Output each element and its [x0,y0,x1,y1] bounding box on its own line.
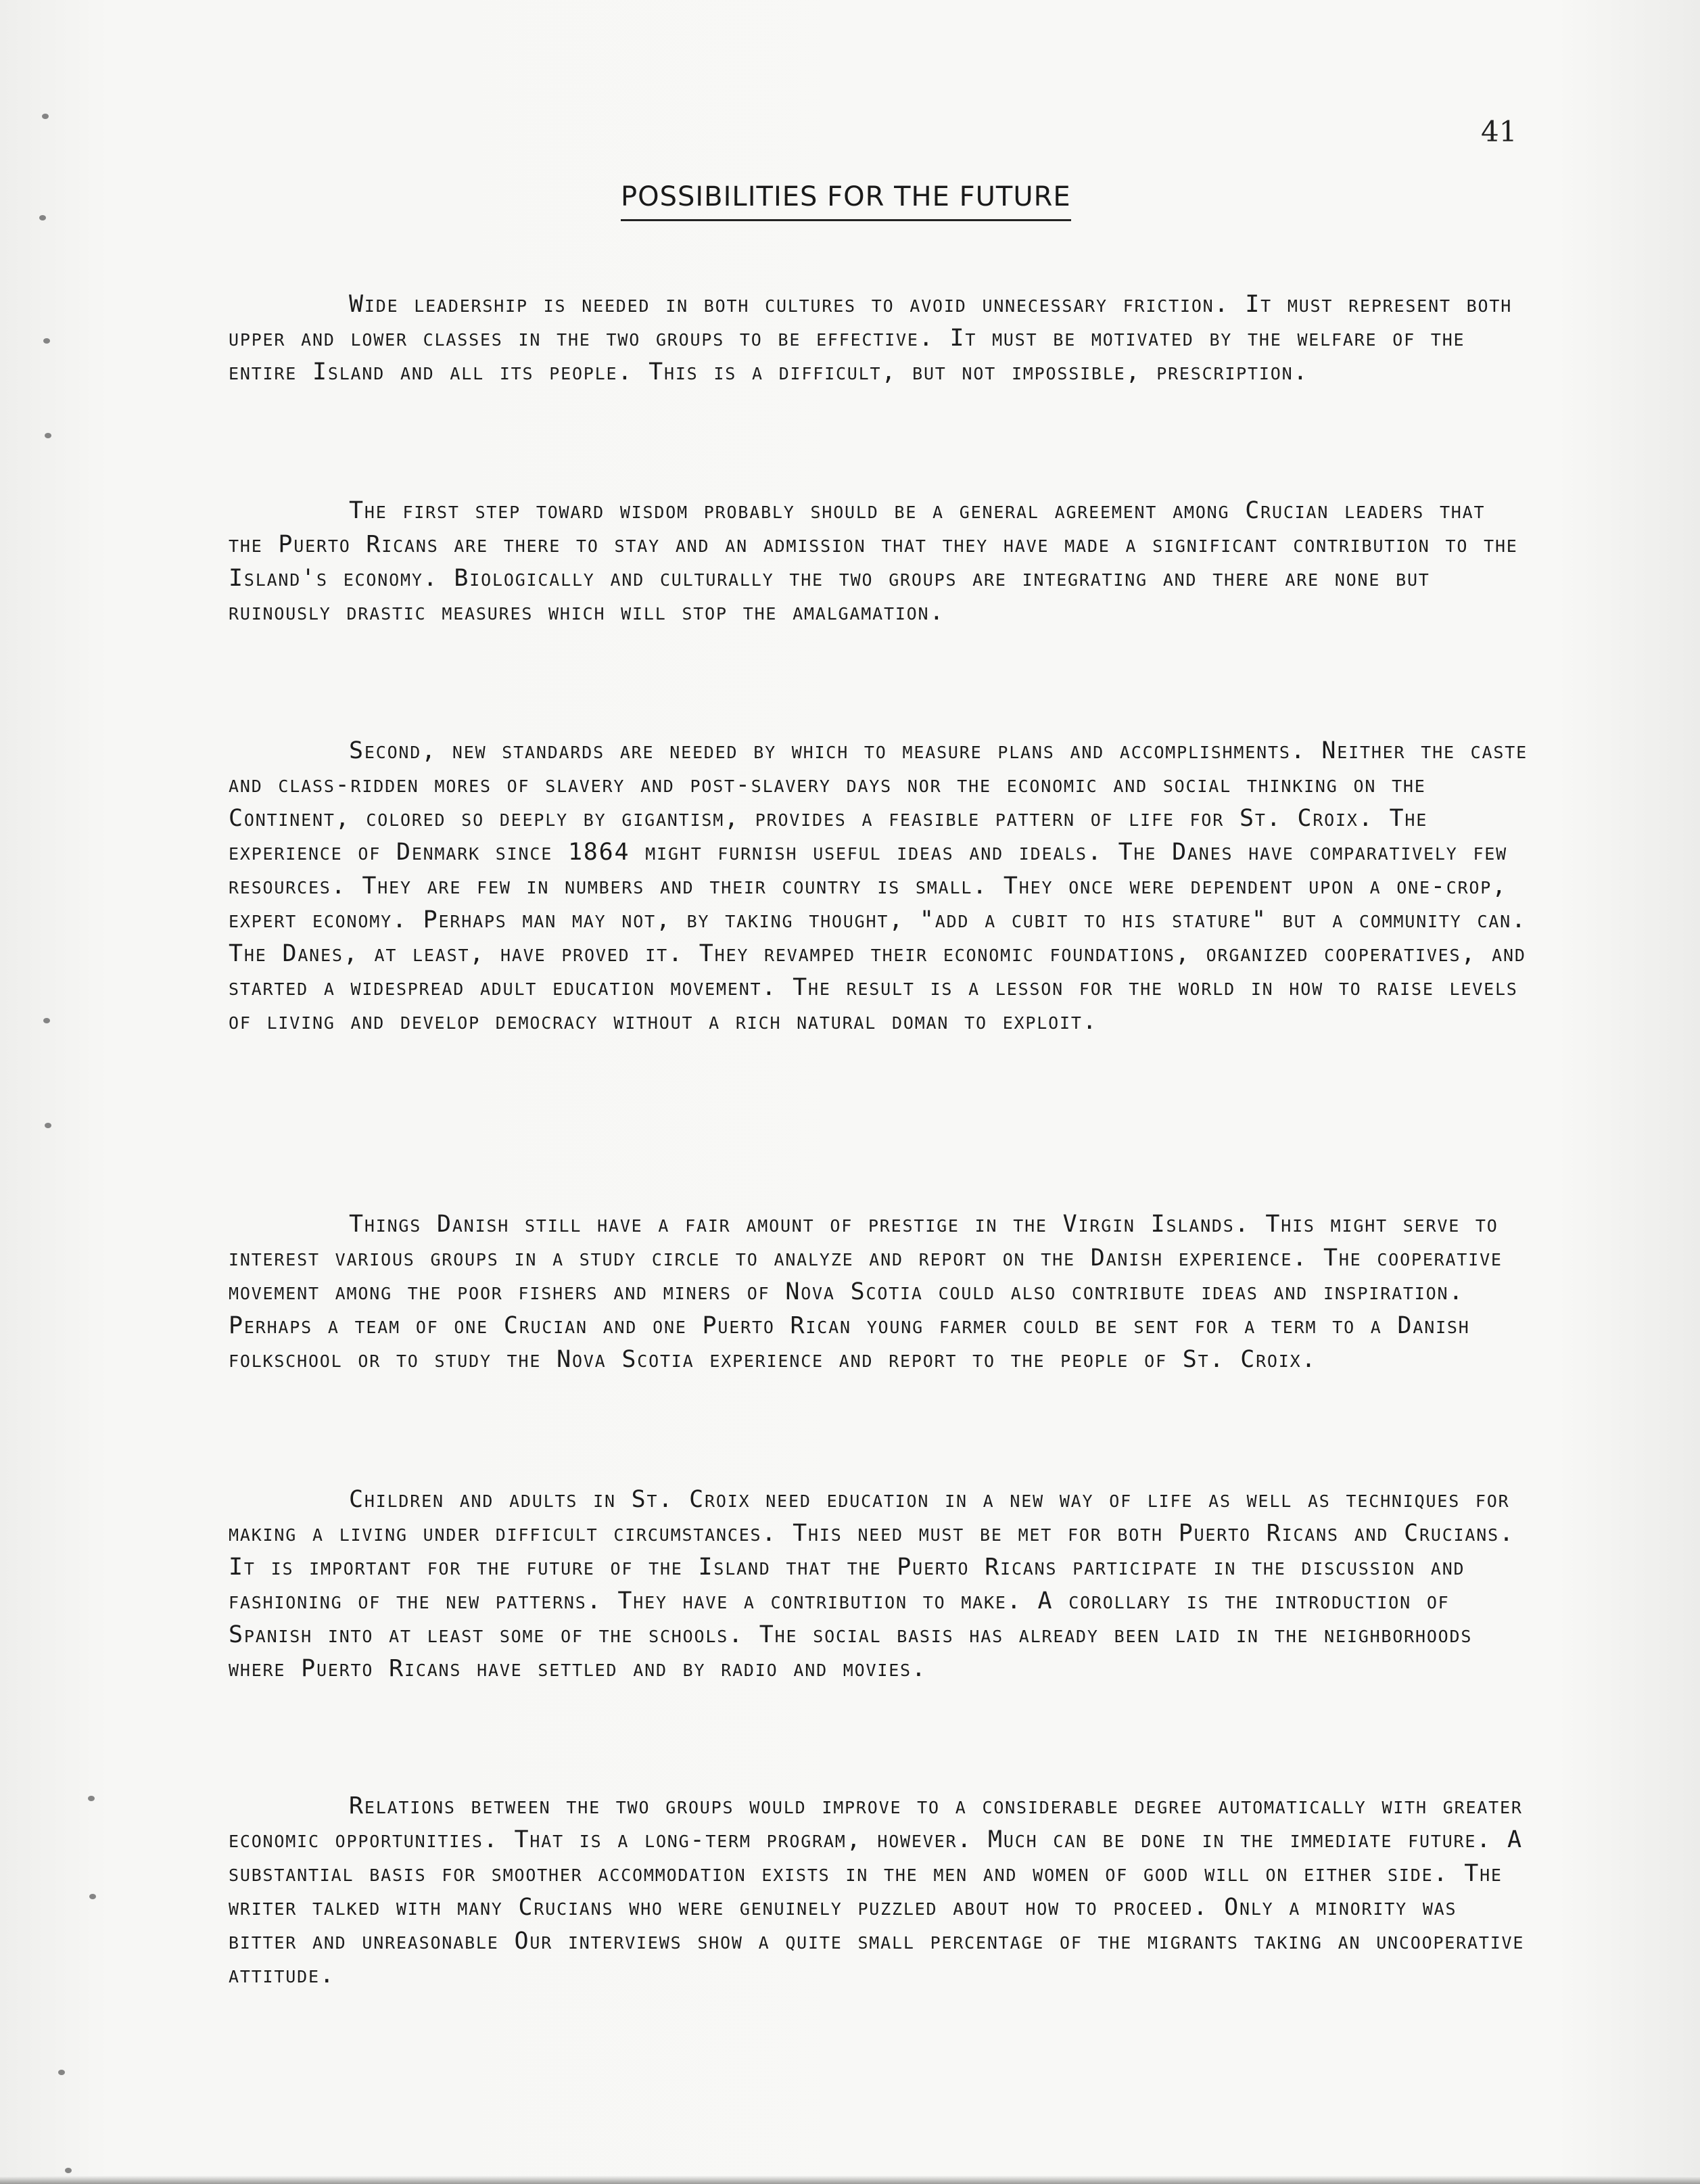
punch-mark [42,114,49,119]
paragraph-danish-prestige: Things Danish still have a fair amount of prestige in the Virgin Islands. This might serve to interest various groups in a study circle to analyze and report on the Danish experience. The cooperative movement among the poor fishers and miners of Nova Scotia could also contribute ideas and inspiration. Perhaps a team of one Crucian and one Puerto Rican young farmer could be sent for a term to a Danish folkschool or to study the Nova Scotia experience and report to the people of St. Croix. [229,1211,1503,1373]
punch-mark [45,433,51,438]
punch-mark [65,2168,72,2173]
page-bottom-edge [0,2176,1700,2184]
punch-mark [58,2070,65,2075]
punch-mark [43,1018,50,1023]
paragraph-first-step: The first step toward wisdom probably should be a general agreement among Crucian leaders that the Puerto Ricans are there to stay and an admission that they have made a significant contribution to the Island's economy. Biologically and culturally the two groups are integrating and there are none but ruinously drastic measures which will stop the amalgamation. [229,497,1518,626]
paragraph-education: Children and adults in St. Croix need education in a new way of life as well as techniques for making a living under difficult circumstances. This need must be met for both Puerto Ricans and Crucians. It is important for the future of the Island that the Puerto Ricans participate in the discussion and fashioning of the new patterns. They have a contribution to make. A corollary is the introduction of Spanish into at least some of the schools. The social basis has already been laid in the neighborhoods where Puerto Ricans have settled and by radio and movies. [229,1486,1515,1682]
paragraph-relations: Relations between the two groups would improve to a considerable degree automatically with greater economic opportunities. That is a long-term program, however. Much can be done in the immediate future. A substantial basis for smoother accommodation exists in the men and women of good will on either side. The writer talked with many Crucians who were genuinely puzzled about how to proceed. Only a minority was bitter and unreasonable Our interviews show a quite small percentage of the migrants taking an uncooperative attitude. [229,1792,1525,1989]
punch-mark [89,1894,96,1899]
paragraph-new-standards: Second, new standards are needed by which to measure plans and accomplishments. Neither the caste and class-ridden mores of slavery and post-slavery days nor the economic and social thinking on the Continent, colored so deeply by gigantism, provides a feasible pattern of life for St. Croix. The experience of Denmark since 1864 might furnish useful ideas and ideals. The Danes have comparatively few resources. They are few in numbers and their country is small. They once were dependent upon a one-crop, expert economy. Perhaps man may not, by taking thought, "add a cubit to his stature" but a community can. The Danes, at least, have proved it. They revamped their economic foundations, organized cooperatives, and started a widespread adult education movement. The result is a lesson for the world in how to raise levels of living and develop democracy without a rich natural doman to exploit. [229,737,1528,1035]
punch-mark [39,215,46,220]
punch-mark [45,1123,51,1128]
punch-mark [43,338,50,344]
punch-mark [88,1796,95,1801]
paragraph-leadership: Wide leadership is needed in both cultures to avoid unnecessary friction. It must represent both upper and lower classes in the two groups to be effective. It must be motivated by the welfare of the entire Island and all its people. This is a difficult, but not impossible, prescription. [229,291,1513,386]
page-number: 41 [1481,115,1517,148]
document-title: POSSIBILITIES FOR THE FUTURE [621,181,1071,221]
